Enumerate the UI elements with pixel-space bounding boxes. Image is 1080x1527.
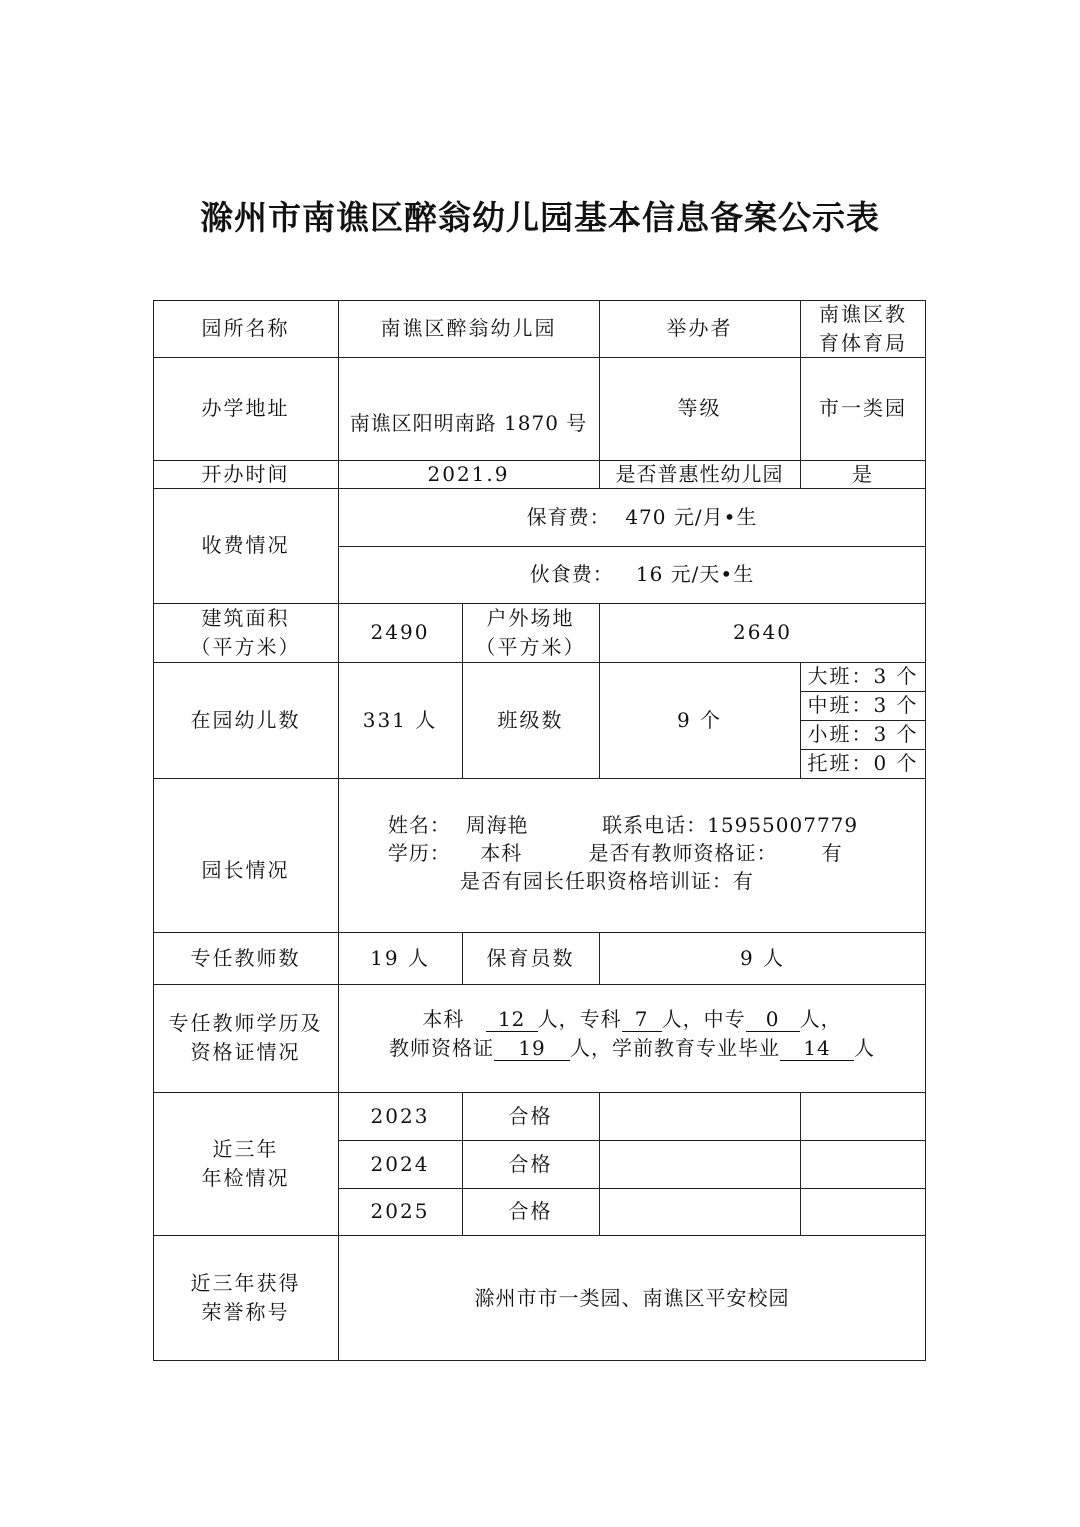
end-label: 人 [854, 1036, 875, 1060]
sponsor-line: 育体育局 [819, 330, 907, 355]
principal-info [338, 778, 926, 932]
outdoor-value: 2640 [733, 620, 792, 644]
open-time-value: 2021.9 [427, 461, 510, 486]
label-line: 近三年获得 [190, 1271, 301, 1295]
caregivers-value: 9 人 [739, 945, 786, 970]
inspection-year: 2023 [370, 1103, 430, 1128]
qualification-line [389, 1034, 875, 1063]
inspection-year: 2025 [370, 1199, 430, 1223]
teachers-label: 专任教师数 [190, 945, 301, 970]
label-line: 近三年 [212, 1136, 279, 1161]
caregivers-label: 保育员数 [486, 945, 575, 970]
sponsor-line: 南谯区教 [819, 301, 907, 326]
fee-care: 保育费： 470 元/月•生 [526, 504, 758, 529]
bachelor-label: 本科 [422, 1007, 465, 1031]
class-breakdown-item: 小班：3 个 [807, 722, 919, 746]
inspection-result: 合格 [508, 1151, 553, 1176]
principal-line: 是否有园长任职资格培训证：有 [459, 869, 754, 893]
inspection-label [153, 1092, 338, 1235]
name-label: 园所名称 [201, 316, 290, 340]
qualification-line [422, 1005, 841, 1034]
class-breakdown-item: 托班：0 个 [807, 751, 919, 775]
bachelor-count: 12 [486, 1007, 538, 1032]
preschool-label: 人，学前教育专业毕业 [570, 1036, 780, 1060]
address-value: 南谯区阳明南路 1870 号 [349, 411, 588, 435]
page-title: 滁州市南谯区醉翁幼儿园基本信息备案公示表 [200, 198, 880, 237]
associate-count: 7 [622, 1007, 662, 1032]
label-line: （平方米） [190, 634, 301, 659]
inclusive-value: 是 [852, 461, 874, 486]
col-divider [800, 1092, 801, 1235]
label-line: 荣誉称号 [201, 1300, 290, 1324]
principal-label: 园长情况 [201, 857, 290, 882]
sponsor-label: 举办者 [666, 316, 733, 340]
classes-label: 班级数 [497, 707, 564, 732]
class-breakdown-item: 大班：3 个 [807, 664, 919, 688]
fee-meal: 伙食费： 16 元/天•生 [529, 562, 755, 586]
honors-value: 滁州市市一类园、南谯区平安校园 [474, 1285, 790, 1310]
open-time-label: 开办时间 [201, 461, 290, 486]
label-line: 户外场地 [486, 605, 575, 630]
children-value: 331 人 [362, 707, 438, 732]
secondary-count: 0 [746, 1007, 800, 1032]
outdoor-label [462, 603, 599, 662]
label-line: 年检情况 [201, 1165, 290, 1190]
address-label: 办学地址 [201, 396, 290, 420]
inclusive-label: 是否普惠性幼儿园 [615, 461, 784, 486]
qualifications-info [338, 984, 926, 1092]
qualifications-label [153, 984, 338, 1092]
principal-line: 学历： 本科 是否有教师资格证： 有 [387, 841, 843, 865]
label-line: 专任教师学历及 [168, 1011, 323, 1035]
level-value: 市一类园 [819, 396, 907, 420]
sponsor-value [800, 300, 926, 357]
classes-value: 9 个 [676, 707, 723, 732]
name-value: 南谯区醉翁幼儿园 [380, 316, 557, 340]
fees-label: 收费情况 [201, 533, 290, 557]
inspection-result: 合格 [508, 1103, 553, 1128]
cert-count: 19 [494, 1036, 570, 1061]
preschool-count: 14 [780, 1036, 854, 1061]
label-line: 建筑面积 [201, 605, 290, 630]
building-area-label [153, 603, 338, 662]
cert-label: 教师资格证 [389, 1036, 494, 1060]
level-label: 等级 [677, 396, 722, 420]
associate-label: 人，专科 [537, 1007, 622, 1031]
label-line: （平方米） [475, 634, 586, 659]
inspection-result: 合格 [508, 1199, 553, 1223]
building-area-value: 2490 [370, 620, 430, 644]
honors-label [153, 1235, 338, 1361]
principal-line: 姓名： 周海艳 联系电话：15955007779 [387, 813, 859, 837]
end-label: 人， [799, 1007, 842, 1031]
teachers-value: 19 人 [370, 945, 430, 970]
class-breakdown-item: 中班：3 个 [807, 693, 919, 717]
label-line: 资格证情况 [190, 1040, 301, 1064]
col-divider [599, 1092, 600, 1235]
children-label: 在园幼儿数 [190, 707, 301, 732]
inspection-year: 2024 [370, 1151, 430, 1176]
secondary-label: 人，中专 [661, 1007, 746, 1031]
